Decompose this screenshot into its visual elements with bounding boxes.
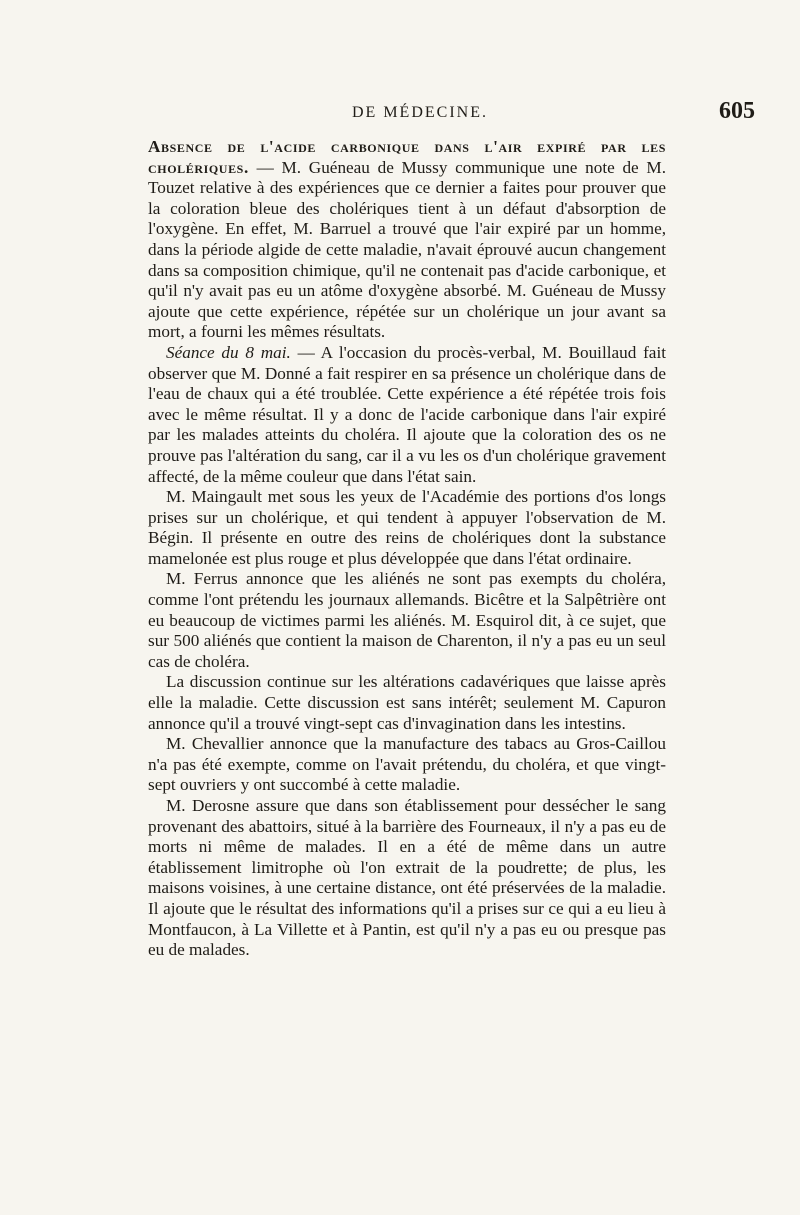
page-number: 605 <box>719 98 755 124</box>
paragraph-discussion: La discussion continue sur les altérations cadavériques que laisse après elle la maladie. Cette discussion est sans intérêt; seulement M. Capuron annonce qu'il a trouvé vingt-sept cas d'invagination dans les intestins. <box>148 672 666 733</box>
paragraph-chevallier: M. Chevallier annonce que la manufacture des tabacs au Gros-Caillou n'a pas été exempte, comme on l'avait prétendu, du choléra, et que vingt-sept ouvriers y ont succombé à cette maladie. <box>148 734 666 795</box>
paragraph-seance-8-mai <box>148 343 666 487</box>
paragraph-text: — A l'occasion du procès-verbal, M. Bouillaud fait observer que M. Donné a fait respirer en sa présence un cholérique dans de l'eau de chaux qui a été troublée. Cette expérience a été répétée trois fois avec le même résultat. Il y a donc de l'acide carbonique dans l'air expiré par les malades atteints du choléra. Il ajoute que la coloration des os ne prouve pas l'altération du sang, car il a vu les os d'un cholérique gravement affecté, de la même couleur que dans l'état sain. <box>148 342 666 486</box>
running-head: DE MÉDECINE. <box>352 104 488 121</box>
paragraph-ferrus: M. Ferrus annonce que les aliénés ne sont pas exempts du choléra, comme l'ont prétendu les journaux allemands. Bicêtre et la Salpêtrière ont eu beaucoup de victimes parmi les aliénés. M. Esquirol dit, à ce sujet, que sur 500 aliénés que contient la maison de Charenton, il n'y a pas eu un seul cas de choléra. <box>148 569 666 671</box>
section-heading: Absence de l'acide carbonique dans l'air expiré par les cholériques. <box>148 137 666 177</box>
paragraph-derosne: M. Derosne assure que dans son établissement pour dessécher le sang provenant des abattoirs, situé à la barrière des Fourneaux, il n'y a pas eu de morts ni même de malades. Il en a été de même dans un autre établissement limitrophe où l'on extrait de la poudrette; de plus, les maisons voisines, à une certaine distance, ont été préservées de la maladie. Il ajoute que le résultat des informations qu'il a prises sur ce qui a eu lieu à Montfaucon, à La Villette et à Pantin, est qu'il n'y a pas eu ou presque pas eu de malades. <box>148 796 666 960</box>
paragraph-absence-acide <box>148 137 666 343</box>
seance-date: Séance du 8 mai. <box>166 342 291 362</box>
paragraph-maingault: M. Maingault met sous les yeux de l'Académie des portions d'os longs prises sur un cholérique, et qui tendent à appuyer l'observation de M. Bégin. Il présente en outre des reins de cholériques dont la substance mamelonée est plus rouge et plus développée que dans l'état ordinaire. <box>148 487 666 568</box>
page-header <box>150 96 755 132</box>
body-text <box>148 137 666 961</box>
paragraph-text: — M. Guéneau de Mussy communique une note de M. Touzet relative à des expériences que ce dernier a faites pour prouver que la coloration bleue des cholériques tient à un défaut d'absorption de l'oxygène. En effet, M. Barruel a trouvé que l'air expiré par un homme, dans la période algide de cette maladie, n'avait éprouvé aucun changement dans sa composition chimique, qu'il ne contenait pas d'acide carbonique, et qu'il n'y avait pas eu un atôme d'oxygène absorbé. M. Guéneau de Mussy ajoute que cette expérience, répétée sur un cholérique un jour avant sa mort, a fourni les mêmes résultats. <box>148 157 666 342</box>
